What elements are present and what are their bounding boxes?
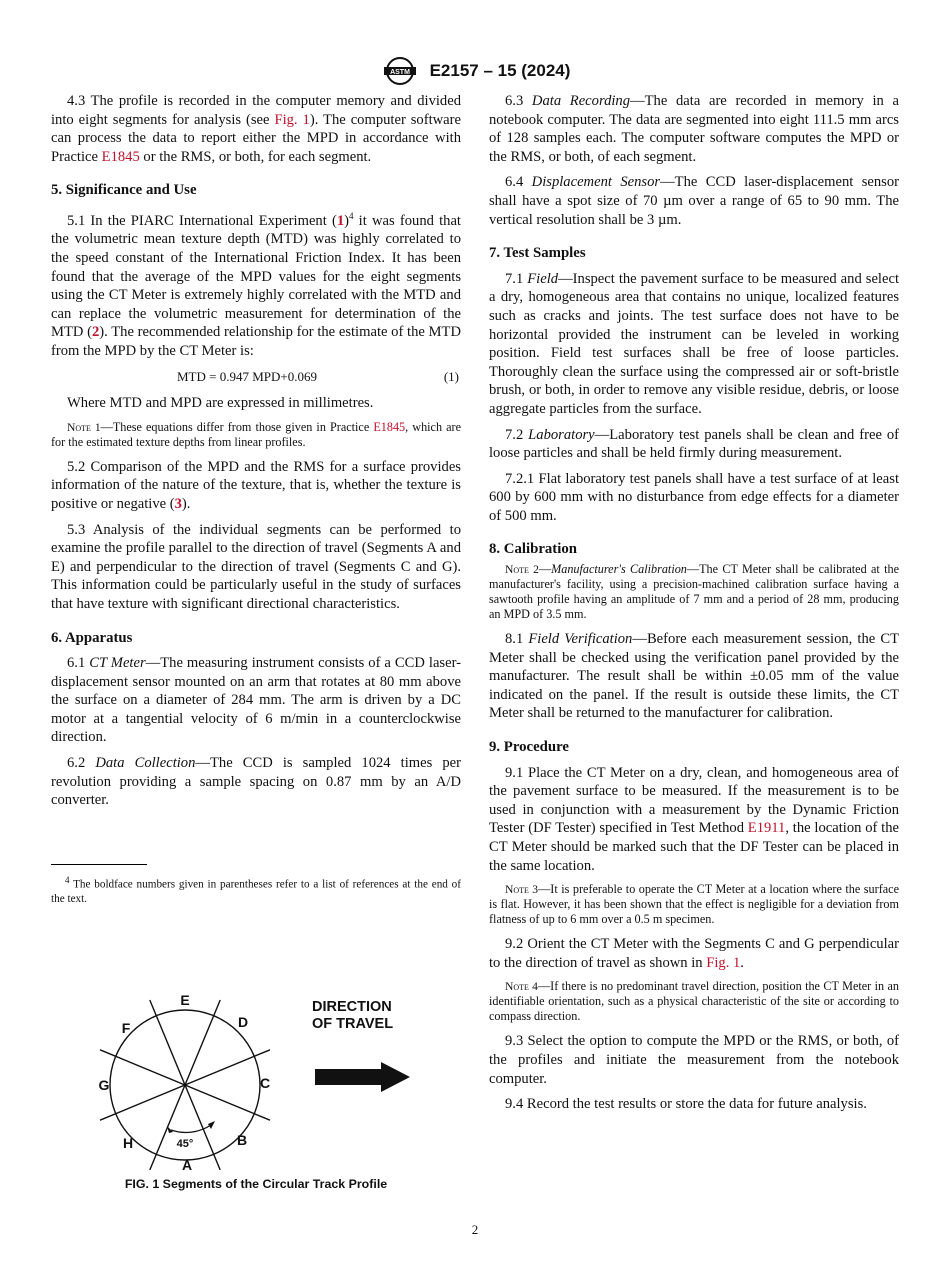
equation-1 — [51, 368, 461, 387]
figure-1-caption: FIG. 1 Segments of the Circular Track Profile — [124, 1177, 388, 1191]
left-column — [51, 92, 461, 906]
paragraph-6-2: 6.2 Data Collection—The CCD is sampled 1024 times per revolution providing a sample spacing on 0.87 mm by an A/D converter. — [51, 755, 461, 809]
segment-label-b: B — [236, 1132, 248, 1148]
paragraph-4-3: 4.3 The profile is recorded in the computer memory and divided into eight segments for analysis (see Fig. 1). The computer software can process the data to report either the MPD in accordance with Practice E1845 or the RMS, or both, for each segment. — [51, 93, 462, 165]
e1845-link[interactable]: E1845 — [101, 148, 140, 165]
svg-text:ASTM: ASTM — [389, 69, 410, 76]
ref-3-link[interactable]: 3 — [174, 495, 182, 512]
direction-label-line2: OF TRAVEL — [312, 1016, 394, 1032]
paragraph-6-1: 6.1 CT Meter—The measuring instrument consists of a CCD laser-displacement sensor mounted on an arm that rotates at 80 mm above the surface on a diameter of 284 mm. The arm is driven by a DC motor at a tangential velocity of 6 m/min in a counterclockwise direction. — [51, 655, 461, 746]
section-9-heading: 9. Procedure — [489, 739, 569, 756]
right-column — [489, 92, 899, 1121]
section-8-heading: 8. Calibration — [489, 541, 577, 558]
paragraph-9-2: 9.2 Orient the CT Meter with the Segments C and G perpendicular to the direction of travel as shown in Fig. 1. — [489, 936, 899, 971]
segment-label-g: G — [98, 1077, 110, 1093]
figure-1-diagram — [83, 985, 443, 1170]
page-number: 2 — [471, 1222, 479, 1237]
segment-label-c: C — [259, 1075, 271, 1091]
direction-arrow-icon — [315, 1062, 410, 1092]
paragraph-6-4: 6.4 Displacement Sensor—The CCD laser-displacement sensor shall have a spot size of 70 µm over a range of 65 to 90 mm. The vertical resolution shall be 3 µm. — [489, 174, 900, 228]
fig1-link-2[interactable]: Fig. 1 — [706, 954, 741, 971]
paragraph-6-3: 6.3 Data Recording—The data are recorded in memory in a notebook computer. The data are segmented into eight 111.5 mm arcs of 128 samples each. The computer software computes the MPD or the RMS, or both, of each segment. — [489, 93, 899, 165]
section-6-heading: 6. Apparatus — [51, 629, 133, 646]
paragraph-9-4: 9.4 Record the test results or store the data for future analysis. — [505, 1096, 867, 1113]
paragraph-5-2: 5.2 Comparison of the MPD and the RMS for a surface provides information of the nature of the texture, that is, whether the texture is positive or negative (3). — [51, 458, 461, 512]
paragraph-9-3: 9.3 Select the option to compute the MPD or the RMS, or both, of the profiles and initiate the measurement from the notebook computer. — [489, 1033, 899, 1087]
paragraph-7-2-1: 7.2.1 Flat laboratory test panels shall have a test surface of at least 600 by 600 mm with no disturbance from edge effects for a diameter of 500 mm. — [489, 470, 899, 524]
segment-label-h: H — [122, 1135, 134, 1151]
angle-label: 45° — [176, 1138, 194, 1150]
fig1-link[interactable]: Fig. 1 — [274, 111, 310, 128]
note-4: Note 4—If there is no predominant travel direction, position the CT Meter in an identifiable orientation, such as a physical characteristic of the site or according to compass direction. — [489, 979, 899, 1024]
footnote-4-ref[interactable]: 4 — [349, 210, 354, 221]
ref-2-link[interactable]: 2 — [92, 324, 100, 341]
ref-1-link[interactable]: 1 — [336, 212, 345, 229]
paragraph-7-1: 7.1 Field—Inspect the pavement surface to be measured and select a dry, homogeneous area that contains no unique, localized features such as cracks and joints. The test surface does not have to be horizontal provided the instrument can be leveled in working position. Field test surfaces shall be free of loose particles. Thoroughly clean the surface using the compressed air or soft-bristle brush, or both, in order to remove any visible residue, debris, or loose aggregate particles from the surface. — [489, 270, 899, 417]
paragraph-9-1: 9.1 Place the CT Meter on a dry, clean, and homogeneous area of the pavement surface to be measured. If the measurement is to be used in conjunction with a measurement by the Dynamic Friction Tester (DF Tester) specified in Test Method E1911, the location of the CT Meter should be marked such that the DF Tester can be placed in the same location. — [489, 764, 899, 874]
page-header — [0, 56, 950, 86]
note-2: Note 2—Manufacturer's Calibration—The CT Meter shall be calibrated at the manufacturer's facility, using a precision-machined calibration surface having a sawtooth profile having an amplitude of 7 mm and a period of 28 mm, producing an MPD of 3.5 mm. — [489, 562, 900, 622]
segment-label-e: E — [180, 992, 190, 1008]
e1845-link-note[interactable]: E1845 — [373, 419, 406, 434]
note-3: Note 3—It is preferable to operate the CT Meter at a location where the surface is flat. However, it has been shown that the effect is negligible for a deviation from flatness of up to 6 mm over a 0.5 m specimen. — [489, 882, 899, 927]
angle-arc — [171, 1125, 211, 1132]
footnote-4: $^4$ The boldface numbers given in parentheses refer to a list of references at the end of the text. — [51, 874, 461, 905]
equation-text: MTD = 0.947 MPD+0.069 — [177, 368, 317, 384]
footnote-rule — [51, 864, 147, 865]
paragraph-8-1: 8.1 Field Verification—Before each measurement session, the CT Meter shall be checked using the verification panel provided by the manufacturer. The result shall be within ±0.05 mm of the value indicated on the panel. If the result is outside these limits, the CT Meter shall be returned to the manufacturer for calibration. — [489, 631, 899, 722]
segment-label-a: A — [181, 1157, 193, 1170]
section-7-heading: 7. Test Samples — [489, 245, 586, 262]
segment-label-d: D — [237, 1014, 249, 1030]
note-1: Note 1—These equations differ from those given in Practice E1845, which are for the estimated texture depths from linear profiles. — [51, 419, 461, 449]
direction-label-line1: DIRECTION — [312, 999, 392, 1015]
segment-label-f: F — [121, 1020, 131, 1036]
equation-number: (1) — [443, 368, 459, 384]
paragraph-where: Where MTD and MPD are expressed in millimetres. — [67, 395, 374, 412]
astm-logo-icon — [380, 56, 420, 86]
angle-arrow-right-icon — [208, 1121, 215, 1129]
paragraph-5-3: 5.3 Analysis of the individual segments can be performed to examine the profile parallel to the direction of travel (Segments A and E) and perpendicular to the direction of travel (Segments C and G). This information could be particularly useful in the study of surfaces that have texture with significant directional characteristics. — [51, 521, 461, 612]
section-5-heading: 5. Significance and Use — [51, 182, 197, 199]
angle-arrow-left-icon — [167, 1126, 173, 1133]
paragraph-5-1: 5.1 In the PIARC International Experiment $(1)^4$ it was found that the volumetric mean texture depth (MTD) was highly correlated to the speed constant of the International Friction Index. It has been found that the average of the MPD values for the eight segments using the CT Meter is extremely highly correlated with the MTD and can replace the volumetric measurement for determination of the MTD (2). The recommended relationship for the estimate of the MTD from the MPD by the CT Meter is: — [51, 210, 461, 359]
standard-designation: E2157 – 15 (2024) — [429, 61, 571, 80]
e1911-link[interactable]: E1911 — [747, 820, 786, 837]
paragraph-7-2: 7.2 Laboratory—Laboratory test panels shall be clean and free of loose particles and shall be held firmly during measurement. — [489, 426, 900, 462]
